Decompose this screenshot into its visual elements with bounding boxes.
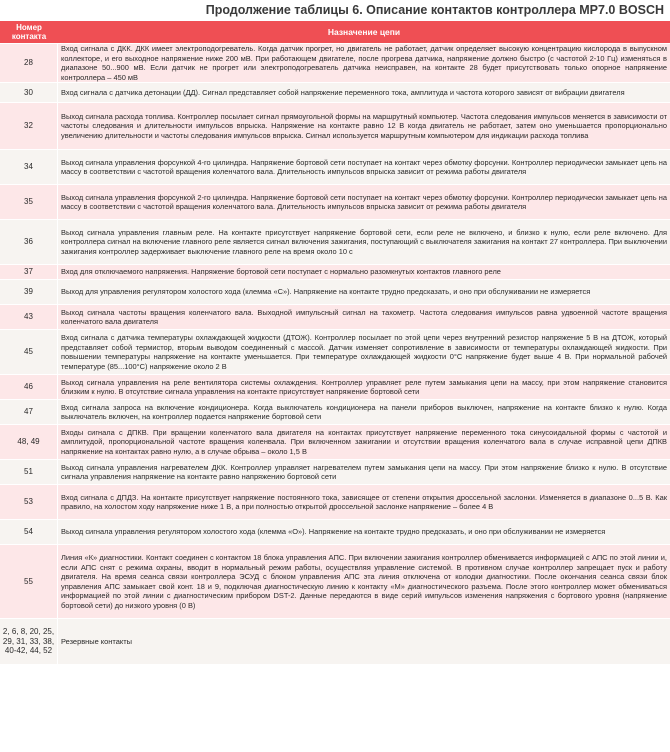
header-contact-number: Номер контакта	[0, 21, 58, 43]
table-row	[0, 460, 670, 484]
contact-number: 28	[0, 44, 58, 82]
circuit-description: Вход для отключаемого напряжения. Напряжение бортовой сети поступает с нормально разомкнутых контактов главного реле	[58, 265, 670, 279]
table-row	[0, 265, 670, 279]
contact-number: 53	[0, 485, 58, 519]
contact-number: 2, 6, 8, 20, 25, 29, 31, 33, 38, 40-42, 44, 52	[0, 619, 58, 664]
circuit-description: Вход сигнала с датчика температуры охлаждающей жидкости (ДТОЖ). Контроллер посылает по этой цепи через внутренний резистор напряжение 5 В на ДТОЖ, который представляет собой термистор, вторым выводом соединенный с массой. Датчик изменяет сопротивление в зависимости от температуры охлаждающей жидкости. При повышении температуры напряжение на контакте уменьшается. При температуре охлаждающей жидкости 0°С напряжение будет выше 4 В. При нормальной рабочей температуре (85...100°С) напряжение около 2 В	[58, 330, 670, 374]
contacts-table	[0, 20, 670, 665]
circuit-description: Вход сигнала запроса на включение кондиционера. Когда выключатель кондиционера на панели приборов выключен, напряжение на контакте близко к нулю. Когда выключатель включен, на контроллер подается напряжение бортовой сети	[58, 400, 670, 424]
table-row	[0, 330, 670, 374]
contact-number: 45	[0, 330, 58, 374]
table-row	[0, 485, 670, 519]
table-row	[0, 103, 670, 149]
table-row	[0, 375, 670, 399]
circuit-description: Выход сигнала расхода топлива. Контроллер посылает сигнал прямоугольной формы на маршрутный компьютер. Частота следования импульсов меняется в зависимости от частоты следования и длительности импульсов впрыска. Напряжение на контакте равно 12 В когда двигатель не работает, затем оно уменьшается пропорционально увеличению длительности и частоты следования импульсов впрыска. Сигнал используется маршрутным компьютером для индикации расхода топлива	[58, 103, 670, 149]
circuit-description: Выход сигнала управления нагревателем ДКК. Контроллер управляет нагревателем путем замыкания цепи на массу. При этом напряжение близко к нулю. В отсутствие сигнала управления напряжение на контакте равно напряжению бортовой сети	[58, 460, 670, 484]
table-row	[0, 425, 670, 459]
contact-number: 37	[0, 265, 58, 279]
header-circuit-purpose: Назначение цепи	[58, 21, 670, 43]
table-row	[0, 400, 670, 424]
table-row	[0, 150, 670, 184]
circuit-description: Вход сигнала с датчика детонации (ДД). Сигнал представляет собой напряжение переменного тока, амплитуда и частота которого зависят от вибрации двигателя	[58, 83, 670, 102]
table-row	[0, 520, 670, 544]
table-header	[0, 21, 670, 43]
contact-number: 35	[0, 185, 58, 219]
table-row	[0, 280, 670, 304]
circuit-description: Выход сигнала управления главным реле. На контакте присутствует напряжение бортовой сети, если реле не включено, и близко к нулю, если реле включено. Для контроллера сигнал на включение главного реле является сигнал включения зажигания, поступающий с выключателя зажигания на контакт 27 контроллера. При выключении зажигания контроллер задерживает выключение главного реле на время около 10 с	[58, 220, 670, 264]
contact-number: 54	[0, 520, 58, 544]
contact-number: 43	[0, 305, 58, 329]
table-row	[0, 44, 670, 82]
circuit-description: Выход сигнала управления на реле вентилятора системы охлаждения. Контроллер управляет реле путем замыкания цепи на массу, при этом напряжение становится близким к нулю. В отсутствие сигнала управления на контакте присутствует напряжение бортовой сети	[58, 375, 670, 399]
contact-number: 46	[0, 375, 58, 399]
contact-number: 32	[0, 103, 58, 149]
circuit-description: Выход сигнала управления регулятором холостого хода (клемма «О»). Напряжение на контакте трудно предсказать, и оно при обслуживании не измеряется	[58, 520, 670, 544]
table-row	[0, 545, 670, 618]
circuit-description: Линия «К» диагностики. Контакт соединен с контактом 18 блока управления АПС. При включении зажигания контроллер обменивается информацией с АПС по этой линии и, если АПС снят с режима охраны, вводит в нормальный режим работы, осуществляя управление системой. В противном случае контроллер запрещает пуск и работу двигателя. На время сеанса связи контроллера ЭСУД с блоком управления АПС эта линия отключена от колодки диагностики. После окончания сеанса связи блок управления АПС замыкает свой конт. 18 и 9, подключая диагностическую линию к контакту «М» диагностического разъема. После этого контроллер может обмениваться информацией по этой линии с диагностическим прибором DST-2. Данные передаются в виде серий импульсов изменения напряжения с бортового уровня (напряжение бортовой сети) до низкого уровня (0 В)	[58, 545, 670, 618]
contact-number: 55	[0, 545, 58, 618]
circuit-description: Выход сигнала управления форсункой 4-го цилиндра. Напряжение бортовой сети поступает на контакт через обмотку форсунки. Контроллер периодически замыкает цепь на массу в соответствии с частотой вращения коленчатого вала. Длительность импульсов впрыска зависит от режима работы двигателя	[58, 150, 670, 184]
contact-number: 30	[0, 83, 58, 102]
circuit-description: Вход сигнала с ДПДЗ. На контакте присутствует напряжение постоянного тока, зависящее от степени открытия дроссельной заслонки. Изменяется в диапазоне 0...5 В. Как правило, на холостом ходу напряжение ниже 1 В, а при полностью открытой дроссельной заслонке напряжение – более 4 В	[58, 485, 670, 519]
table-row	[0, 305, 670, 329]
contact-number: 39	[0, 280, 58, 304]
contact-number: 36	[0, 220, 58, 264]
circuit-description: Выход сигнала управления форсункой 2-го цилиндра. Напряжение бортовой сети поступает на контакт через обмотку форсунки. Контроллер периодически замыкает цепь на массу в соответствии с частотой вращения коленчатого вала. Длительность импульсов впрыска зависит от режима работы двигателя	[58, 185, 670, 219]
table-row	[0, 220, 670, 264]
circuit-description: Выход для управления регулятором холостого хода (клемма «С»). Напряжение на контакте трудно предсказать, и оно при обслуживании не измеряется	[58, 280, 670, 304]
page-title: Продолжение таблицы 6. Описание контактов контроллера МР7.0 BOSCH	[205, 3, 664, 17]
table-row	[0, 185, 670, 219]
table-row	[0, 619, 670, 664]
circuit-description: Входы сигнала с ДПКВ. При вращении коленчатого вала двигателя на контактах присутствует напряжение переменного тока синусоидальной формы с частотой и амплитудой, пропорциональной частоте вращения коленвала. При включенном зажигании и отсутствии вращения коленчатого вала в случае исправной цепи ДПКВ напряжение на контактах равно нулю, а в случае обрыва – около 1,5 В	[58, 425, 670, 459]
circuit-description: Резервные контакты	[58, 619, 670, 664]
table-row	[0, 83, 670, 102]
contact-number: 47	[0, 400, 58, 424]
contact-number: 48, 49	[0, 425, 58, 459]
contact-number: 51	[0, 460, 58, 484]
circuit-description: Выход сигнала частоты вращения коленчатого вала. Выходной импульсный сигнал на тахометр. Частота следования импульсов равна удвоенной частоте вращения коленчатого вала двигателя	[58, 305, 670, 329]
contact-number: 34	[0, 150, 58, 184]
circuit-description: Вход сигнала с ДКК. ДКК имеет электроподогреватель. Когда датчик прогрет, но двигатель не работает, датчик определяет высокую концентрацию кислорода в выпускном коллекторе, и его выходное напряжение ниже 200 мВ. При работающем двигателе, после прогрева датчика, напряжение должно быстро (с частотой 2-10 Гц) изменяться в диапазоне 50...900 мВ. Если датчик не прогрет или электроподогреватель датчика неисправен, на контакте 28 будет присутствовать только опорное напряжение контроллера – 450 мВ	[58, 44, 670, 82]
